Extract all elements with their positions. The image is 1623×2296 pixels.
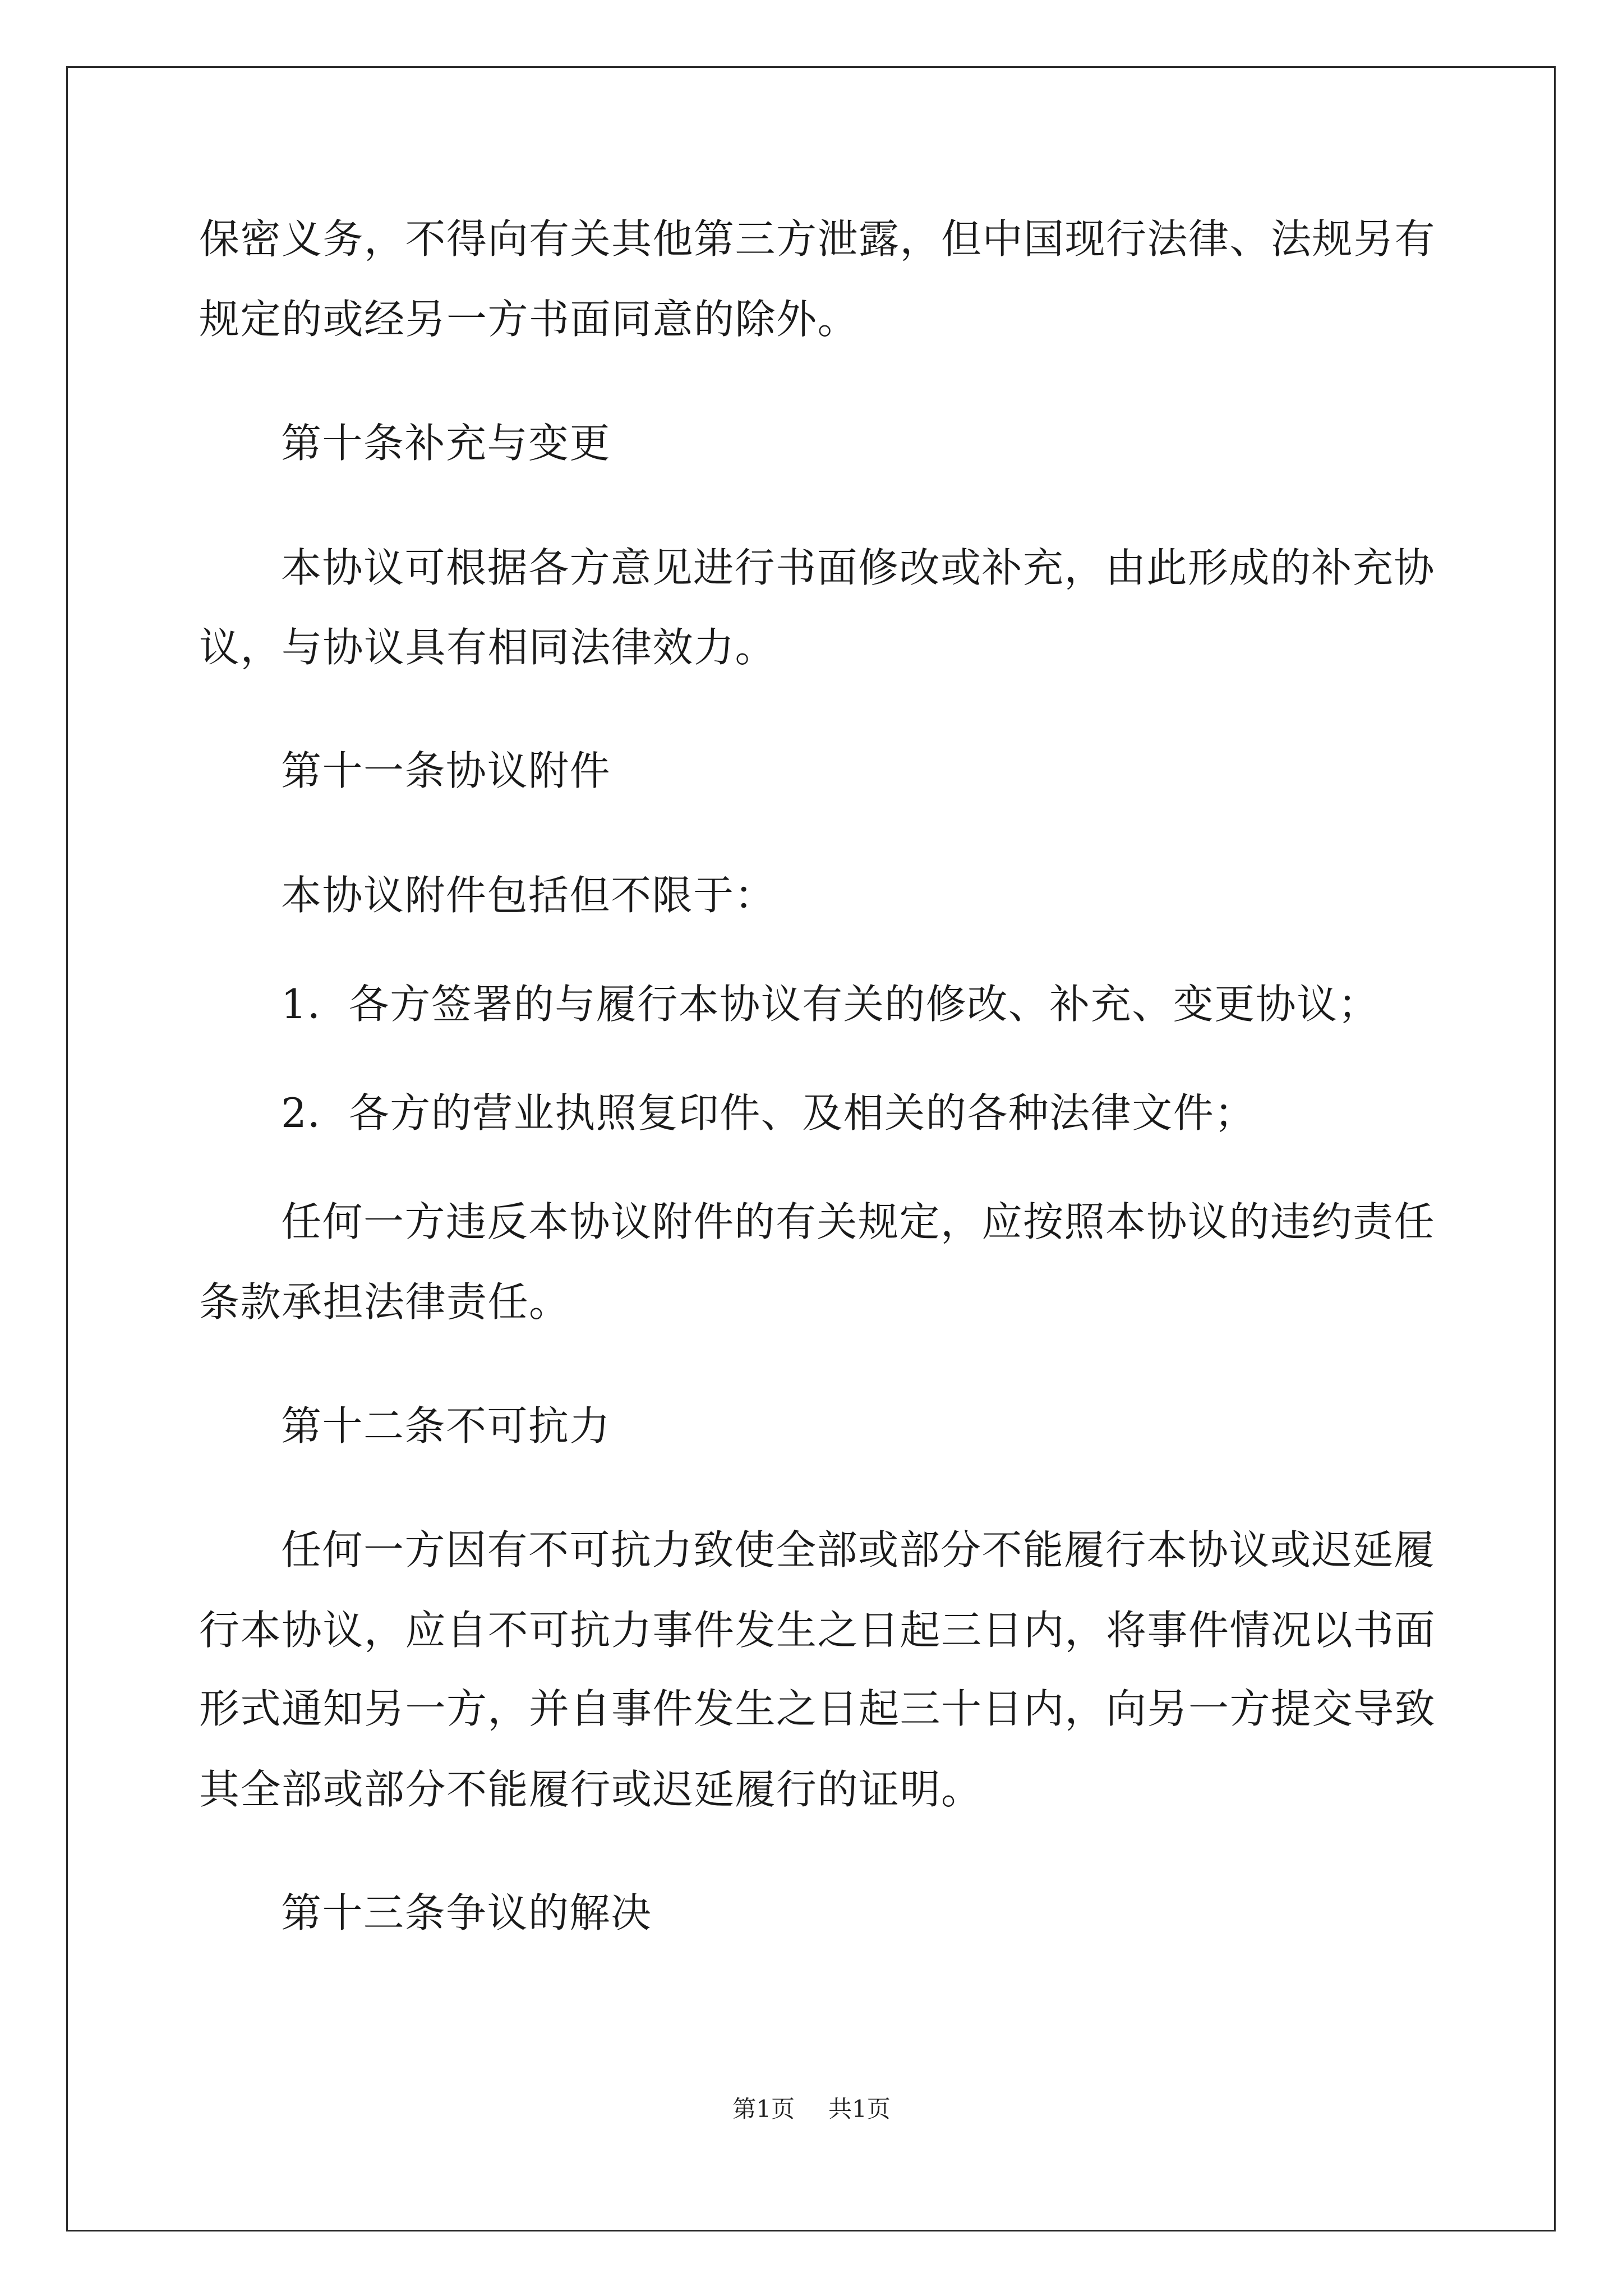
paragraph-line: 形式通知另一方，并自事件发生之日起三十日内，向另一方提交导致 xyxy=(199,1685,1436,1732)
section-heading: 第十三条争议的解决 xyxy=(281,1889,652,1936)
paragraph-line: 本协议可根据各方意见进行书面修改或补充，由此形成的补充协 xyxy=(281,544,1436,591)
page-total: 共1页 xyxy=(828,2095,891,2123)
paragraph-line: 任何一方违反本协议附件的有关规定，应按照本协议的违约责任 xyxy=(281,1198,1436,1245)
paragraph-line: 条款承担法律责任。 xyxy=(199,1278,570,1326)
page-footer xyxy=(0,2096,1623,2123)
paragraph-line: 本协议附件包括但不限于： xyxy=(281,872,776,919)
paragraph-line: 其全部或部分不能履行或迟延履行的证明。 xyxy=(199,1766,983,1813)
paragraph-line: 规定的或经另一方书面同意的除外。 xyxy=(199,296,859,343)
section-heading: 第十一条协议附件 xyxy=(281,747,611,794)
paragraph-line: 保密义务，不得向有关其他第三方泄露，但中国现行法律、法规另有 xyxy=(199,215,1436,263)
page-number: 第1页 xyxy=(732,2095,795,2123)
section-heading: 第十条补充与变更 xyxy=(281,420,611,467)
paragraph-line: 行本协议，应自不可抗力事件发生之日起三日内，将事件情况以书面 xyxy=(199,1607,1436,1654)
list-item: 1．各方签署的与履行本协议有关的修改、补充、变更协议； xyxy=(281,981,1380,1028)
paragraph-line: 议，与协议具有相同法律效力。 xyxy=(199,624,777,671)
paragraph-line: 任何一方因有不可抗力致使全部或部分不能履行本协议或迟延履 xyxy=(281,1526,1436,1573)
list-item: 2．各方的营业执照复印件、及相关的各种法律文件； xyxy=(281,1089,1256,1137)
section-heading: 第十二条不可抗力 xyxy=(281,1402,611,1450)
